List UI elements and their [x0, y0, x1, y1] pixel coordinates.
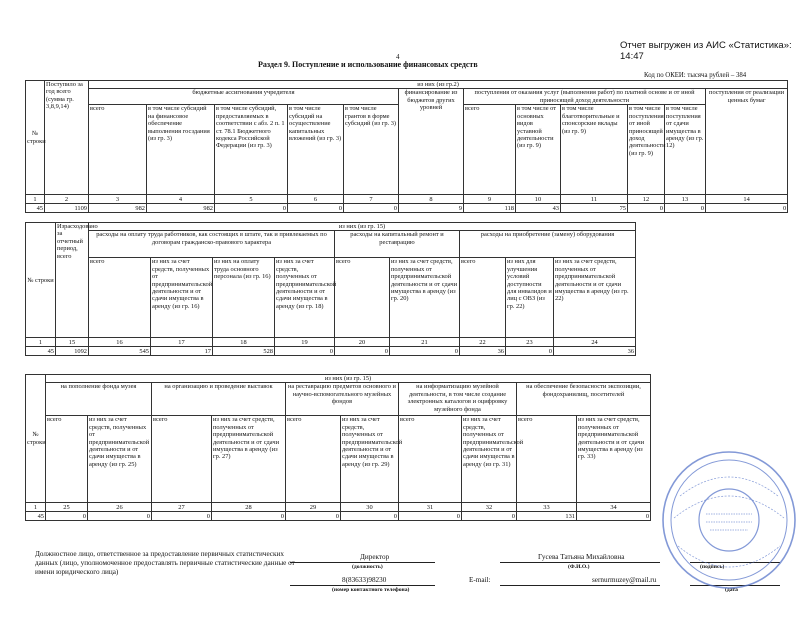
row-cell: 528: [213, 347, 275, 356]
row-cell: 0: [288, 204, 344, 213]
col-number: 28: [212, 503, 286, 512]
col-number: 32: [462, 503, 517, 512]
row-cell: 118: [464, 204, 516, 213]
col-number: 7: [344, 195, 399, 204]
row-cell: 0: [212, 512, 286, 521]
row-cell: 9: [399, 204, 464, 213]
name-caption: (Ф.И.О.): [568, 564, 590, 570]
section-title: Раздел 9. Поступление и использование финансовых средств: [258, 60, 478, 69]
signature-caption: (подпись): [700, 564, 725, 570]
header-all3: всего: [460, 258, 506, 338]
col-number: 26: [88, 503, 152, 512]
email-value: sernurmuzey@mail.ru: [592, 576, 657, 584]
header-subsidy-state: в том числе субсидий на финансовое обеспечение выполнения госздания (из гр. 3): [147, 105, 215, 195]
header-main: в том числе от основных видов уставной деятельности (из гр. 9): [516, 105, 561, 195]
header-salary: расходы на оплату труда работников, как состоящих в штате, так и привлекаемых по договорам гражданско-правового характера: [89, 231, 335, 258]
col-number: 12: [628, 195, 665, 204]
header-subsidy-781: в том числе субсидий, предоставляемых в соответствии с абз. 2 п. 1 ст. 78.1 Бюджетного кодекса Российской Федерации (из гр. 3): [215, 105, 288, 195]
row-cell: 0: [215, 204, 288, 213]
col-number: 11: [561, 195, 628, 204]
header-main-staff: из них на оплату труда основного персонала (из гр. 16): [213, 258, 275, 338]
header-fund: на пополнение фонда музея: [46, 383, 152, 416]
header-row-no: № строки: [26, 375, 46, 503]
header-all: всего: [152, 416, 212, 503]
col-number: 13: [665, 195, 706, 204]
col-number: 27: [152, 503, 212, 512]
row-cell: 45: [26, 512, 46, 521]
header-equipment-income: из них за счет средств, полученных от предпринимательской деятельности и от сдачи имущества в аренду (из гр. 22): [554, 258, 636, 338]
row-cell: 0: [335, 347, 390, 356]
header-spent: Израсходовано за отчетный период, всего: [56, 223, 89, 338]
row-cell: 0: [341, 512, 399, 521]
row-cell: 0: [88, 512, 152, 521]
row-cell: 0: [344, 204, 399, 213]
header-salary-income: из них за счет средств, полученных от предпринимательской деятельности и от сдачи имущества в аренду (из гр. 16): [151, 258, 213, 338]
col-number: 6: [288, 195, 344, 204]
header-inc29: из них за счет средств, полученных от предпринимательской деятельности и от сдачи имущества в аренду (из гр. 29): [341, 416, 399, 503]
row-cell: 17: [151, 347, 213, 356]
row-cell: 0: [706, 204, 788, 213]
email-label: E-mail:: [469, 576, 491, 584]
header-exhib: на организацию и проведение выставок: [152, 383, 286, 416]
col-number: 19: [275, 338, 335, 347]
row-cell: 1109: [45, 204, 89, 213]
row-cell: 36: [554, 347, 636, 356]
okei-code: Код по ОКЕИ: тысяча рублей – 384: [644, 72, 747, 79]
header-security: на обеспечение безопасности экспозиции, фондохранилищ, посетителей: [517, 383, 651, 416]
row-cell: 982: [89, 204, 147, 213]
col-number: 16: [89, 338, 151, 347]
col-number: 3: [89, 195, 147, 204]
position-value: Директор: [360, 553, 390, 561]
col-number: 4: [147, 195, 215, 204]
col-number: 15: [56, 338, 89, 347]
row-cell: 0: [399, 512, 462, 521]
header-fin-other: финансирование из бюджетов других уровней: [399, 89, 464, 195]
header-all: всего: [46, 416, 88, 503]
header-of-them: из них (из гр.2): [89, 81, 788, 89]
row-cell: 0: [152, 512, 212, 521]
col-number: 18: [213, 338, 275, 347]
row-cell: 36: [460, 347, 506, 356]
header-total: Поступило за год всего (сумма гр. 3,8,9,14): [45, 81, 89, 195]
col-number: 1: [26, 195, 45, 204]
header-all: всего: [89, 105, 147, 195]
header-informatization: на информатизацию музейной деятельности, в том числе создание электронных каталогов и оцифровку музейного фонда: [399, 383, 517, 416]
row-cell: 0: [462, 512, 517, 521]
row-cell: 0: [665, 204, 706, 213]
col-number: 5: [215, 195, 288, 204]
header-row-no: № строки: [26, 81, 45, 195]
col-number: 8: [399, 195, 464, 204]
header-budget: бюджетные ассигнования учредителя: [89, 89, 399, 105]
row-cell: 45: [26, 347, 56, 356]
header-all: всего: [286, 416, 341, 503]
row-cell: 982: [147, 204, 215, 213]
header-of-them: из них (из гр. 15): [89, 223, 636, 231]
row-cell: 0: [628, 204, 665, 213]
row-cell: 0: [390, 347, 460, 356]
row-cell: 0: [577, 512, 651, 521]
row-cell: 0: [275, 347, 335, 356]
header-securities: поступления от реализации ценных бумаг: [706, 89, 788, 195]
table-expenses: [25, 222, 636, 356]
row-cell: 1092: [56, 347, 89, 356]
col-number: 17: [151, 338, 213, 347]
row-cell: 0: [46, 512, 88, 521]
header-repair-income: из них за счет средств, полученных от предпринимательской деятельности и от сдачи имущества в аренду (из гр. 20): [390, 258, 460, 338]
official-text: Должностное лицо, ответственное за предоставление первичных статистических данных (лицо, уполномоченное предоставлять первичные статистические данные от имени юридического лица): [35, 550, 295, 576]
header-other-income: в том числе поступления от иной приносящей доход деятельности (из гр. 9): [628, 105, 665, 195]
header-subsidy-capital: в том числе субсидий на осуществление капитальных вложений (из гр. 3): [288, 105, 344, 195]
header-disabled: из них для улучшения условий доступности для инвалидов и лиц с ОВЗ (из гр. 22): [506, 258, 554, 338]
header-all: всего: [517, 416, 577, 503]
header-equipment: расходы на приобретение (замену) оборудования: [460, 231, 636, 258]
row-cell: 545: [89, 347, 151, 356]
col-number: 22: [460, 338, 506, 347]
phone-caption: (номер контактного телефона): [332, 587, 410, 593]
header-all2: всего: [335, 258, 390, 338]
col-number: 9: [464, 195, 516, 204]
page-number: 4: [396, 53, 400, 61]
header-main-staff-income: из них за счет средств, полученных от предпринимательской деятельности и от сдачи имущества в аренду (из гр. 18): [275, 258, 335, 338]
col-number: 23: [506, 338, 554, 347]
position-caption: (должность): [352, 564, 383, 570]
col-number: 10: [516, 195, 561, 204]
col-number: 14: [706, 195, 788, 204]
header-inc25: из них за счет средств, полученных от предпринимательской деятельности и от сдачи имущества в аренду (из гр. 25): [88, 416, 152, 503]
header-services: поступления от оказания услуг (выполнения работ) по платной основе и от иной приносящей доход деятельности: [464, 89, 706, 105]
col-number: 24: [554, 338, 636, 347]
col-number: 1: [26, 338, 56, 347]
header-inc31: из них за счет средств, полученных от предпринимательской деятельности и от сдачи имущества в аренду (из гр. 31): [462, 416, 517, 503]
col-number: 20: [335, 338, 390, 347]
col-number: 30: [341, 503, 399, 512]
header-inc27: из них за счет средств, полученных от предпринимательской деятельности и от сдачи имущества в аренду (из гр. 27): [212, 416, 286, 503]
row-cell: 45: [26, 204, 45, 213]
col-number: 31: [399, 503, 462, 512]
header-charity: в том числе благотворительные и спонсорские вклады (из гр. 9): [561, 105, 628, 195]
col-number: 21: [390, 338, 460, 347]
row-cell: 43: [516, 204, 561, 213]
date-caption: (дата: [725, 587, 738, 593]
col-number: 33: [517, 503, 577, 512]
table-expenses-detail: [25, 374, 651, 521]
header-inc33: из них за счет средств, полученных от предпринимательской деятельности и от сдачи имущества в аренду (из гр. 33): [577, 416, 651, 503]
header-of-them: из них (из гр. 15): [46, 375, 651, 383]
name-value: Гусева Татьяна Михайловна: [538, 553, 625, 561]
col-number: 2: [45, 195, 89, 204]
export-note: Отчет выгружен из АИС «Статистика»: 14:47: [620, 40, 792, 62]
official-stamp: [660, 448, 798, 593]
col-number: 1: [26, 503, 46, 512]
header-all: всего: [89, 258, 151, 338]
header-grants: в том числе грантов в форме субсидий (из гр. 3): [344, 105, 399, 195]
row-cell: 131: [517, 512, 577, 521]
header-rent: в том числе поступления от сдачи имущества в аренду (из гр. 12): [665, 105, 706, 195]
row-cell: 0: [506, 347, 554, 356]
row-cell: 75: [561, 204, 628, 213]
header-repair: расходы на капитальный ремонт и реставрацию: [335, 231, 460, 258]
header-row-no: № строки: [26, 223, 56, 338]
col-number: 29: [286, 503, 341, 512]
col-number: 34: [577, 503, 651, 512]
header-all: всего: [399, 416, 462, 503]
row-cell: 0: [286, 512, 341, 521]
header-restore: на реставрацию предметов основного и научно-вспомогательного музейных фондов: [286, 383, 399, 416]
header-all2: всего: [464, 105, 516, 195]
phone-value: 8(83633)98230: [342, 576, 387, 584]
table-revenue: [25, 80, 788, 213]
col-number: 25: [46, 503, 88, 512]
